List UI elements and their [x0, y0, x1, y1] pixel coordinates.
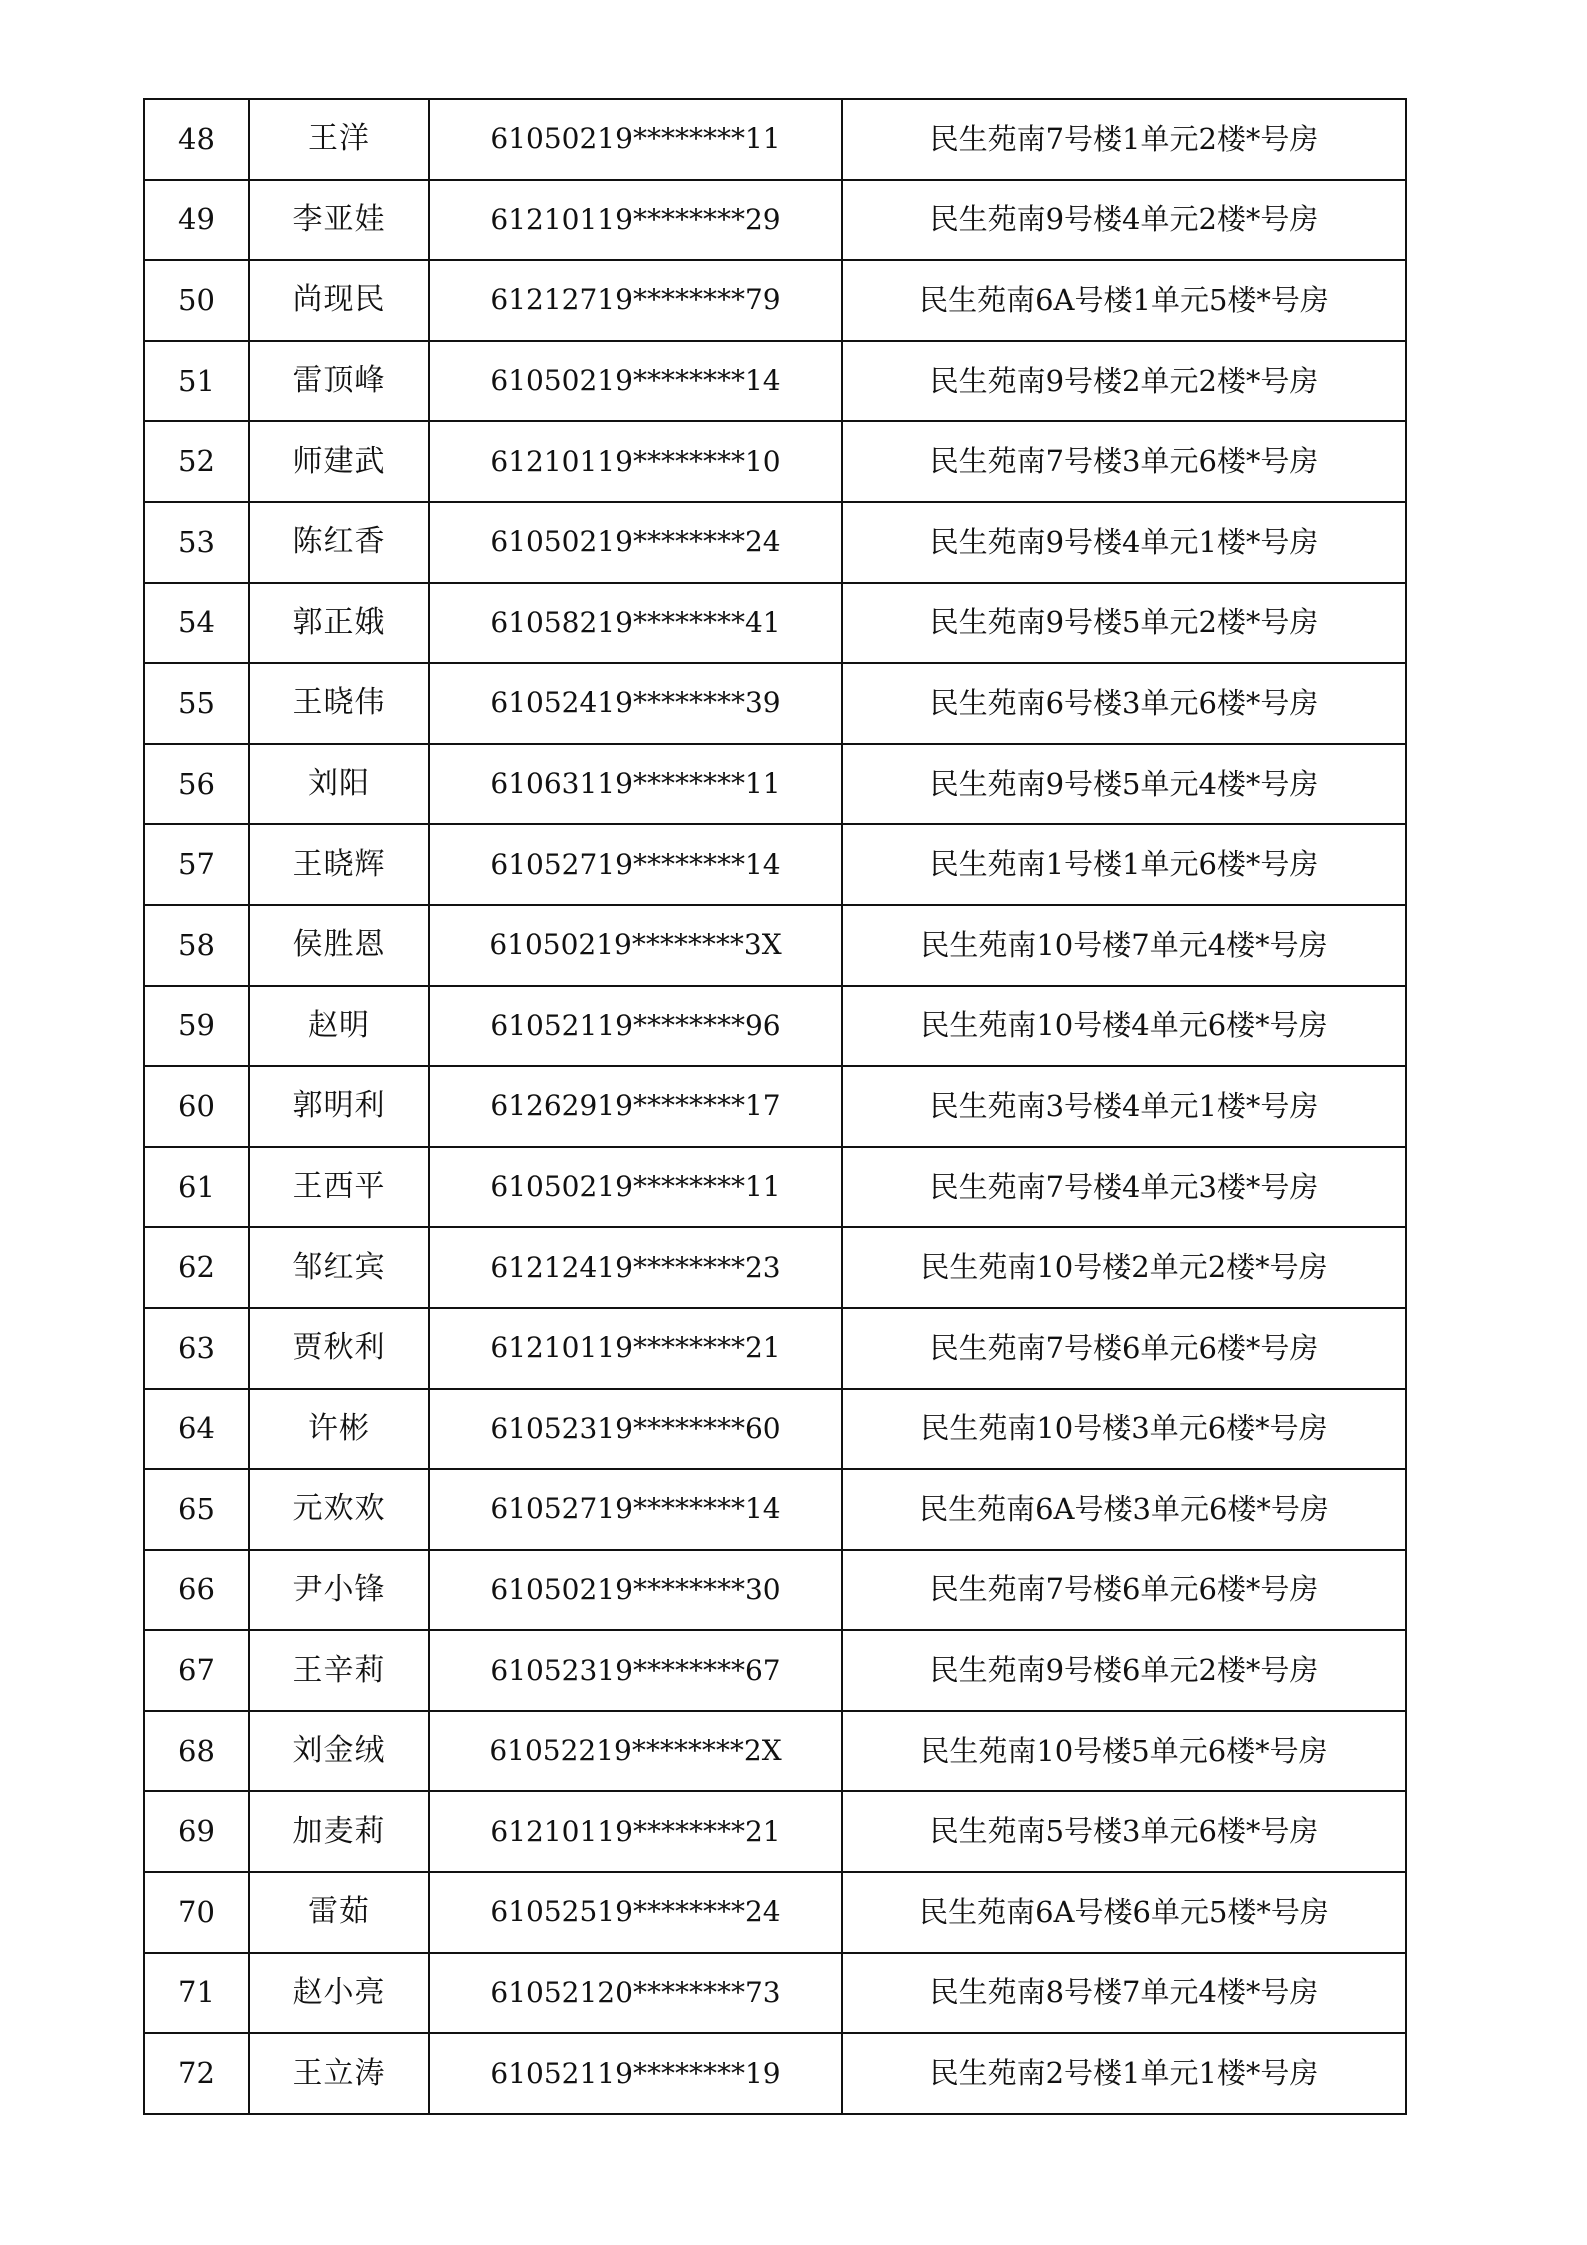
row-number-cell: 65 [144, 1469, 249, 1550]
table-row [144, 2033, 1406, 2114]
name-cell: 郭明利 [249, 1066, 429, 1147]
name-cell: 雷顶峰 [249, 341, 429, 422]
row-number-cell: 53 [144, 502, 249, 583]
id-number-cell: 61052119********96 [429, 986, 842, 1067]
address-cell: 民生苑南7号楼4单元3楼*号房 [842, 1147, 1406, 1228]
name-cell: 雷茹 [249, 1872, 429, 1953]
address-cell: 民生苑南9号楼4单元1楼*号房 [842, 502, 1406, 583]
address-cell: 民生苑南2号楼1单元1楼*号房 [842, 2033, 1406, 2114]
id-number-cell: 61050219********3X [429, 905, 842, 986]
id-number-cell: 61052719********14 [429, 1469, 842, 1550]
id-number-cell: 61210119********21 [429, 1791, 842, 1872]
row-number-cell: 59 [144, 986, 249, 1067]
name-cell: 王洋 [249, 99, 429, 180]
address-cell: 民生苑南5号楼3单元6楼*号房 [842, 1791, 1406, 1872]
table-row [144, 421, 1406, 502]
address-cell: 民生苑南8号楼7单元4楼*号房 [842, 1953, 1406, 2034]
address-cell: 民生苑南9号楼5单元2楼*号房 [842, 583, 1406, 664]
table-row [144, 1953, 1406, 2034]
address-cell: 民生苑南9号楼5单元4楼*号房 [842, 744, 1406, 825]
id-number-cell: 61212419********23 [429, 1227, 842, 1308]
id-number-cell: 61050219********24 [429, 502, 842, 583]
id-number-cell: 61050219********11 [429, 1147, 842, 1228]
table-row [144, 1066, 1406, 1147]
name-cell: 侯胜恩 [249, 905, 429, 986]
table-row [144, 1469, 1406, 1550]
name-cell: 王西平 [249, 1147, 429, 1228]
id-number-cell: 61210119********10 [429, 421, 842, 502]
address-cell: 民生苑南7号楼3单元6楼*号房 [842, 421, 1406, 502]
row-number-cell: 72 [144, 2033, 249, 2114]
id-number-cell: 61050219********30 [429, 1550, 842, 1631]
table-row [144, 744, 1406, 825]
name-cell: 尚现民 [249, 260, 429, 341]
address-cell: 民生苑南3号楼4单元1楼*号房 [842, 1066, 1406, 1147]
name-cell: 李亚娃 [249, 180, 429, 261]
address-cell: 民生苑南10号楼7单元4楼*号房 [842, 905, 1406, 986]
id-number-cell: 61052519********24 [429, 1872, 842, 1953]
name-cell: 刘阳 [249, 744, 429, 825]
address-cell: 民生苑南6A号楼6单元5楼*号房 [842, 1872, 1406, 1953]
id-number-cell: 61050219********14 [429, 341, 842, 422]
row-number-cell: 66 [144, 1550, 249, 1631]
table-row [144, 986, 1406, 1067]
address-cell: 民生苑南6A号楼1单元5楼*号房 [842, 260, 1406, 341]
row-number-cell: 58 [144, 905, 249, 986]
id-number-cell: 61212719********79 [429, 260, 842, 341]
address-cell: 民生苑南10号楼5单元6楼*号房 [842, 1711, 1406, 1792]
table-row [144, 1389, 1406, 1470]
id-number-cell: 61052120********73 [429, 1953, 842, 2034]
id-number-cell: 61058219********41 [429, 583, 842, 664]
table-row [144, 1227, 1406, 1308]
address-cell: 民生苑南7号楼6单元6楼*号房 [842, 1308, 1406, 1389]
name-cell: 刘金绒 [249, 1711, 429, 1792]
id-number-cell: 61262919********17 [429, 1066, 842, 1147]
address-cell: 民生苑南9号楼2单元2楼*号房 [842, 341, 1406, 422]
address-cell: 民生苑南10号楼2单元2楼*号房 [842, 1227, 1406, 1308]
row-number-cell: 57 [144, 824, 249, 905]
table-row [144, 1872, 1406, 1953]
name-cell: 加麦莉 [249, 1791, 429, 1872]
table-row [144, 905, 1406, 986]
name-cell: 王辛莉 [249, 1630, 429, 1711]
table-row [144, 1308, 1406, 1389]
table-row [144, 1147, 1406, 1228]
row-number-cell: 68 [144, 1711, 249, 1792]
row-number-cell: 48 [144, 99, 249, 180]
id-number-cell: 61052119********19 [429, 2033, 842, 2114]
name-cell: 王晓伟 [249, 663, 429, 744]
table-row [144, 1630, 1406, 1711]
resident-table-body [144, 99, 1406, 2114]
row-number-cell: 62 [144, 1227, 249, 1308]
row-number-cell: 71 [144, 1953, 249, 2034]
address-cell: 民生苑南10号楼3单元6楼*号房 [842, 1389, 1406, 1470]
row-number-cell: 52 [144, 421, 249, 502]
row-number-cell: 56 [144, 744, 249, 825]
table-row [144, 1791, 1406, 1872]
row-number-cell: 50 [144, 260, 249, 341]
address-cell: 民生苑南6号楼3单元6楼*号房 [842, 663, 1406, 744]
address-cell: 民生苑南1号楼1单元6楼*号房 [842, 824, 1406, 905]
table-row [144, 99, 1406, 180]
id-number-cell: 61052319********67 [429, 1630, 842, 1711]
row-number-cell: 51 [144, 341, 249, 422]
name-cell: 陈红香 [249, 502, 429, 583]
id-number-cell: 61210119********29 [429, 180, 842, 261]
table-row [144, 583, 1406, 664]
name-cell: 赵小亮 [249, 1953, 429, 2034]
id-number-cell: 61052219********2X [429, 1711, 842, 1792]
address-cell: 民生苑南9号楼4单元2楼*号房 [842, 180, 1406, 261]
row-number-cell: 63 [144, 1308, 249, 1389]
row-number-cell: 64 [144, 1389, 249, 1470]
id-number-cell: 61210119********21 [429, 1308, 842, 1389]
id-number-cell: 61052419********39 [429, 663, 842, 744]
id-number-cell: 61052719********14 [429, 824, 842, 905]
table-row [144, 663, 1406, 744]
row-number-cell: 54 [144, 583, 249, 664]
row-number-cell: 70 [144, 1872, 249, 1953]
row-number-cell: 55 [144, 663, 249, 744]
address-cell: 民生苑南6A号楼3单元6楼*号房 [842, 1469, 1406, 1550]
name-cell: 赵明 [249, 986, 429, 1067]
address-cell: 民生苑南7号楼6单元6楼*号房 [842, 1550, 1406, 1631]
name-cell: 邹红宾 [249, 1227, 429, 1308]
address-cell: 民生苑南9号楼6单元2楼*号房 [842, 1630, 1406, 1711]
id-number-cell: 61052319********60 [429, 1389, 842, 1470]
table-row [144, 341, 1406, 422]
row-number-cell: 67 [144, 1630, 249, 1711]
name-cell: 王立涛 [249, 2033, 429, 2114]
row-number-cell: 60 [144, 1066, 249, 1147]
name-cell: 尹小锋 [249, 1550, 429, 1631]
resident-table [143, 98, 1407, 2115]
table-row [144, 502, 1406, 583]
name-cell: 许彬 [249, 1389, 429, 1470]
table-row [144, 1711, 1406, 1792]
name-cell: 元欢欢 [249, 1469, 429, 1550]
id-number-cell: 61050219********11 [429, 99, 842, 180]
name-cell: 郭正娥 [249, 583, 429, 664]
table-row [144, 180, 1406, 261]
row-number-cell: 61 [144, 1147, 249, 1228]
row-number-cell: 49 [144, 180, 249, 261]
name-cell: 师建武 [249, 421, 429, 502]
table-row [144, 1550, 1406, 1631]
name-cell: 王晓辉 [249, 824, 429, 905]
name-cell: 贾秋利 [249, 1308, 429, 1389]
address-cell: 民生苑南7号楼1单元2楼*号房 [842, 99, 1406, 180]
table-row [144, 260, 1406, 341]
row-number-cell: 69 [144, 1791, 249, 1872]
address-cell: 民生苑南10号楼4单元6楼*号房 [842, 986, 1406, 1067]
table-row [144, 824, 1406, 905]
id-number-cell: 61063119********11 [429, 744, 842, 825]
